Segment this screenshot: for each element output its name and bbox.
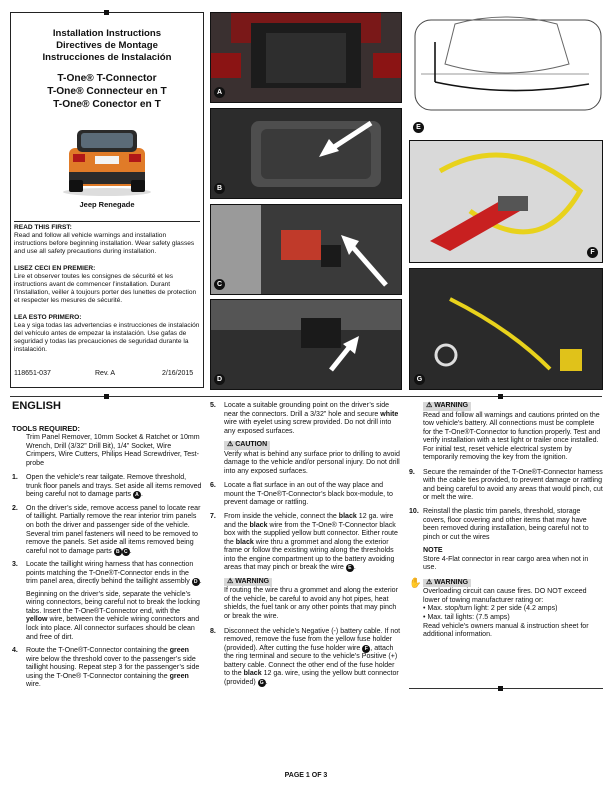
photo-g — [409, 268, 603, 390]
lisez-body: Lire et observer toutes les consignes de sécurité et les instructions avant de commencer l’installation. Durant l’installation, veiller à toujours porter des lunettes de protection et respecter les mesures de sécurité. — [14, 273, 197, 304]
step-9 — [409, 469, 603, 503]
photo-d-art — [211, 300, 402, 390]
step-5-a: Locate a suitable grounding point on the driver’s side near the connectors. Drill a 3/32” hole and secure — [224, 402, 390, 418]
lea-body: Lea y siga todas las advertencias e instrucciones de instalación del vehículo antes de empezar la instalación. Use gafas de seguridad y todas las precauciones de seguridad durante la instalación. — [14, 322, 200, 353]
step-8-number: 8. — [210, 627, 216, 635]
photo-ref-e-icon: E — [346, 564, 354, 572]
photo-c — [210, 204, 402, 295]
photo-ref-c-icon: C — [122, 548, 130, 556]
step-4-a: Route the T-One®T-Connector containing the — [26, 647, 170, 655]
lisez-notice — [14, 265, 200, 305]
warning-7 — [210, 578, 402, 622]
step-5-number: 5. — [210, 402, 216, 409]
column-1 — [12, 402, 202, 695]
step-7-g: wire thru a grommet and along the exterior frame or follow the existing wiring along the thresholds into the engine compartment up to the battery avoiding areas that may pinch or break the wire — [224, 538, 395, 572]
step-9-number: 9. — [409, 468, 415, 476]
photo-a-art — [211, 13, 402, 103]
warning-7-header: ⚠ WARNING — [224, 578, 272, 587]
caution-5-label: CAUTION — [235, 441, 268, 449]
read-first-notice — [14, 224, 200, 256]
note-label: NOTE — [423, 547, 443, 555]
step-7-black-2: black — [249, 521, 268, 529]
step-4-number: 4. — [12, 647, 18, 655]
warning-battery — [409, 402, 603, 463]
step-10-text: Reinstall the plastic trim panels, threshold, storage covers, floor covering and other items that may have been removed during installation, being careful not to pinch or cut the wires — [423, 508, 589, 541]
photo-c-art — [211, 205, 402, 295]
step-2-number: 2. — [12, 504, 18, 512]
step-3-number: 3. — [12, 561, 18, 569]
product-en: T-One® T-Connector — [57, 73, 157, 84]
step-7-a: From inside the vehicle, connect the — [224, 513, 339, 521]
photo-g-art — [410, 269, 603, 390]
step-1-number: 1. — [12, 474, 18, 482]
photo-c-label: C — [214, 279, 225, 290]
warning-fire-label: WARNING — [434, 578, 469, 586]
step-3-text: Locate the taillight wiring harness that has connection points matching the T-One®T-Connector ends in the trim panel area, directly behind the taillight assembly — [26, 561, 194, 586]
lea-heading: LEA ESTO PRIMERO: — [14, 314, 82, 321]
lisez-heading: LISEZ CECI EN PREMIER: — [14, 265, 96, 272]
photo-e — [409, 12, 603, 137]
column-3-end-rule — [409, 688, 603, 689]
warning-fire-bullet-2: Max. tail lights: (7.5 amps) — [427, 614, 510, 622]
warning-fire-text: Overloading circuit can cause fires. DO NOT exceed lower of towing manufacturer rating or: — [423, 588, 587, 604]
step-3-yellow: yellow — [26, 616, 48, 624]
photo-f — [409, 140, 603, 263]
step-1-text: Open the vehicle’s rear tailgate. Remove threshold, trunk floor panels and trays. Set aside all items removed being careful not to damage parts — [26, 474, 202, 499]
step-8-black: black — [243, 670, 262, 678]
step-1: 1. Open the vehicle’s rear tailgate. Remove threshold, trunk floor panels and trays. Set aside all items removed being careful not to damage parts A . — [12, 474, 202, 499]
product-es: T-One® Conector en T — [53, 99, 161, 110]
read-first-divider — [14, 221, 200, 222]
column-3-end-tick — [498, 686, 503, 691]
warning-fire-bullet-1: Max. stop/turn light: 2 per side (4.2 amps) — [427, 605, 558, 613]
tools-body: Trim Panel Remover, 10mm Socket & Ratchet or 10mm Wrench, Drill (3/32” Drill Bit), 1/4” Socket, Wire Crimpers, Wire Cutters, Philips Head Screwdriver, Test-probe — [26, 434, 200, 467]
photo-d — [210, 299, 402, 390]
photo-f-art — [410, 141, 603, 263]
warning-fire-header: ⚠ WARNING — [423, 579, 471, 588]
photo-d-label: D — [214, 374, 225, 385]
step-8-b: , attach the ring terminal and secure to the vehicle’s Positive (+) battery cable. Connect the other end of the fuse holder to the — [224, 644, 398, 678]
warning-fire: ✋ ⚠ WARNING Overloading circuit can cause fires. DO NOT exceed lower of towing manufacturer rating or: • Max. stop/turn light: 2 per side (4.2 amps) • Max. tail lights: (7.5 amps) Read vehicle’s owners manual & instruction sheet for additional information. — [409, 579, 603, 640]
step-3: 3. Locate the taillight wiring harness that has connection points matching the T-One®T-Connector ends in the trim panel area, directly behind the taillight assembly D . Beginning on the driver’s side, separate the vehicle’s wiring connectors, being careful not to break the locking tabs. Insert the T-One®T-Connector end, with the yellow wire, between the vehicle wiring connectors and lock into place. All connector surfaces should be clean and free of dirt. — [12, 561, 202, 641]
step-8: 8. Disconnect the vehicle’s Negative (-) battery cable. If not removed, remove the fuse from the yellow fuse holder (provided). After cutting the fuse holder wire F , attach the ring terminal and secure to the vehicle’s Positive (+) battery cable. Connect the other end of the fuse holder to the black 12 ga. wire, using the yellow butt connector (provided) G . — [210, 627, 401, 686]
step-6-text: Locate a flat surface in an out of the way place and mount the T-One®T-Connector’s black box-module, to prevent damage or rattling. — [224, 482, 393, 507]
step-7-e: wire from the T-One® T-Connector black box with the supplied yellow butt connector. Either route the — [224, 521, 398, 546]
step-4-c: wire below the threshold cover to the passenger’s side taillight housing. Repeat step 3 for the passenger’s side using the T-One® T-Connector containing the — [26, 655, 200, 680]
photo-b-label: B — [214, 183, 225, 194]
language-heading: ENGLISH — [12, 400, 61, 412]
photo-ref-d-icon: D — [192, 578, 200, 586]
warning-7-label: WARNING — [235, 577, 270, 585]
column-3 — [409, 402, 603, 646]
caution-label: ⚠ CAUTION — [224, 441, 270, 450]
photo-e-vehicle-diagram — [409, 12, 603, 137]
fire-hand-icon: ✋ — [409, 577, 422, 589]
step-7-black-3: black — [235, 538, 254, 546]
caution-5 — [210, 441, 402, 476]
warning-7-text: If routing the wire thru a grommet and along the exterior of the vehicle, be careful to avoid any hot pipes, heat shields, the fuel tank or any other points that may pinch or break the wire. — [224, 587, 398, 621]
title-es: Instrucciones de Instalación — [42, 52, 172, 63]
photo-a-label: A — [214, 87, 225, 98]
photo-b — [210, 108, 402, 199]
step-7-number: 7. — [210, 513, 216, 521]
photo-ref-f-icon: F — [362, 645, 370, 653]
title-en: Installation Instructions — [52, 28, 162, 39]
photo-e-label: E — [413, 122, 424, 133]
tools-heading: TOOLS REQUIRED: — [12, 423, 80, 433]
product-fr: T-One® Connecteur en T — [47, 86, 167, 97]
step-4-green: green — [169, 647, 189, 655]
warning-fire-text-2: Read vehicle’s owners manual & instruction sheet for additional information. — [423, 622, 589, 639]
note — [409, 547, 603, 573]
section-tick-left — [104, 394, 109, 399]
step-10-number: 10. — [409, 508, 419, 516]
step-8-d: 12 ga. wire, using the yellow butt connector (provided) — [224, 670, 399, 686]
part-number: 118651-037 — [14, 370, 51, 377]
step-8-a: Disconnect the vehicle’s Negative (-) battery cable. If not removed, remove the fuse from the yellow fuse holder (provided). After cutting the fuse holder wire — [224, 627, 401, 652]
lea-notice — [14, 314, 200, 354]
photo-f-label: F — [587, 247, 598, 258]
note-text: Store 4-Flat connector in rear cargo area when not in use. — [423, 555, 589, 572]
step-6-number: 6. — [210, 482, 216, 490]
step-2: 2. On the driver’s side, remove access panel to locate rear of taillight. Partially remove the rear interior trim panels on both the driver and passenger side of the vehicle. Several trim panel fasteners will need to be removed to remove the panels. Set aside all items removed being careful not to damage parts B C . — [12, 504, 201, 555]
photo-a — [210, 12, 402, 103]
section-rule — [10, 396, 602, 397]
warning-battery-header: ⚠ WARNING — [423, 402, 471, 411]
step-5-white: white — [380, 410, 399, 418]
column-2 — [210, 402, 402, 692]
date: 2/16/2015 — [162, 370, 194, 377]
step-7-c: 12 ga. wire and the — [224, 513, 394, 529]
photo-ref-g-icon: G — [258, 679, 266, 687]
step-5 — [210, 402, 402, 436]
step-9-text: Secure the remainder of the T-One®T-Connector harness with the cable ties provided, to prevent damage or rattling and being careful to avoid any areas that would pinch, cut or melt the wire. — [423, 468, 603, 502]
step-7: 7. From inside the vehicle, connect the black 12 ga. wire and the black wire from the T-One® T-Connector black box with the supplied yellow butt connector. Either route the black wire thru a grommet and along the exterior frame or follow the existing wiring along the thresholds into the engine compartment up to the battery avoiding areas that may pinch or break the wire E . — [210, 513, 398, 572]
step-10 — [409, 508, 603, 542]
revision: Rev. A — [95, 370, 116, 377]
warning-battery-label: WARNING — [434, 402, 469, 409]
corner-tick — [104, 10, 109, 15]
step-3-text-2a: Beginning on the driver’s side, separate the vehicle’s wiring connectors, being careful not to break the locking tabs. Insert the T-One®T-Connector end, with the — [26, 590, 200, 615]
vehicle-caption: Jeep Renegade — [79, 200, 135, 209]
warning-battery-text: Read and follow all warnings and cautions printed on the tow vehicle’s battery. All connections must be complete for the T-One®T-Connector to function properly. Test and verify installation with a test light or trailer once installed. For initial test, reset vehicle electrical system by temporarily removing the key from the ignition. — [423, 411, 601, 462]
step-4 — [12, 647, 202, 690]
section-tick-right — [498, 394, 503, 399]
page-footer: PAGE 1 OF 3 — [284, 772, 328, 779]
read-first-heading: READ THIS FIRST: — [14, 224, 72, 231]
title-fr: Directives de Montage — [56, 40, 158, 51]
photo-ref-b-icon: B — [114, 548, 122, 556]
step-3-text-2c: wire, between the vehicle wiring connectors and lock into place. All connector surfaces should be clean and free of dirt. — [26, 616, 200, 641]
photo-b-art — [211, 109, 402, 199]
step-5-c: wire with eyelet using screw provided. Do not drill into any exposed surfaces. — [224, 419, 392, 435]
step-4-e: wire. — [26, 681, 41, 689]
read-first-body: Read and follow all vehicle warnings and installation instructions before beginning installation. Wear safety glasses and use all safety precautions during installation. — [14, 232, 195, 255]
step-6 — [210, 482, 402, 508]
photo-ref-a-icon: A — [133, 491, 141, 499]
photo-g-label: G — [414, 374, 425, 385]
caution-5-text: Verify what is behind any surface prior to drilling to avoid damage to the vehicle and/or personal injury. Do not drill into any exposed surfaces. — [224, 450, 400, 475]
step-4-green-2: green — [169, 672, 189, 680]
vehicle-photo — [55, 122, 159, 196]
step-2-text: On the driver’s side, remove access panel to locate rear of taillight. Partially remove the rear interior trim panels on both the driver and passenger side of the vehicle. Several trim panel fasteners will need to be removed to remove the panels. Set aside all items removed being careful not to damage parts — [26, 504, 201, 555]
step-7-black-1: black — [338, 513, 357, 521]
